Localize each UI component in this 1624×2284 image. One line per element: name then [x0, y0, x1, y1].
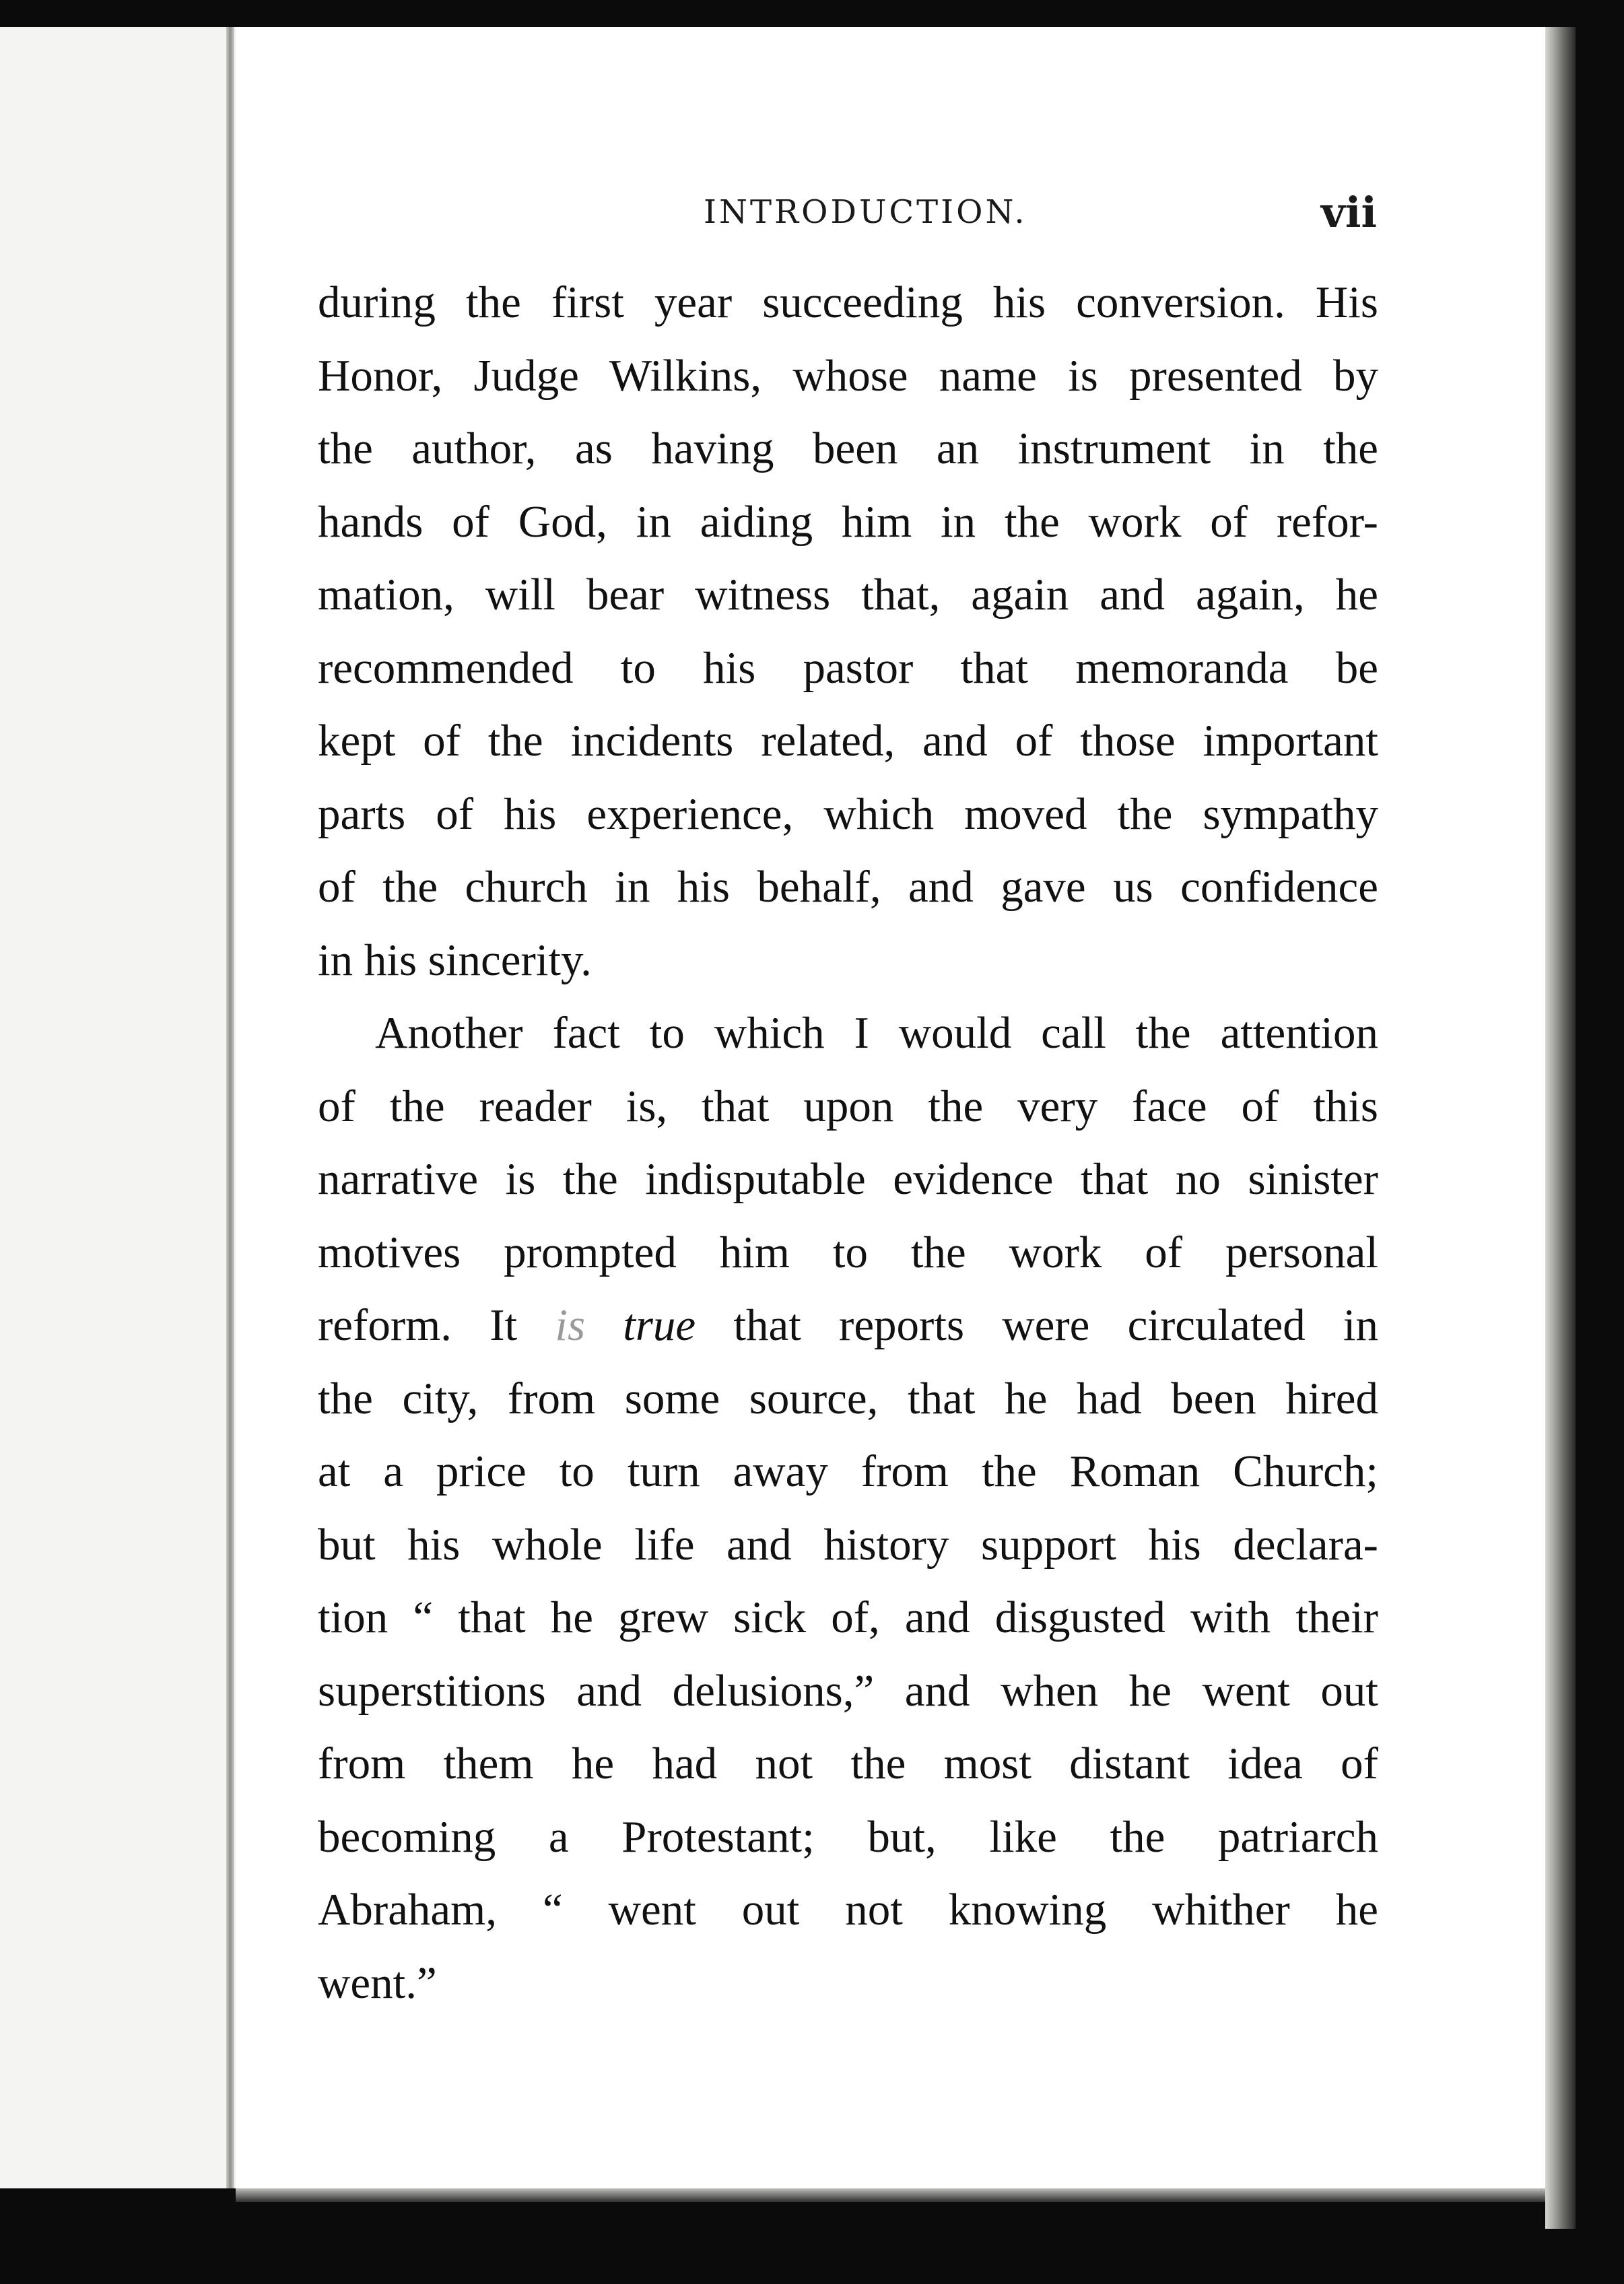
text-line: went.” [318, 1957, 437, 2008]
book-gutter [226, 27, 234, 2188]
paragraph-1 [318, 266, 1378, 997]
text-line: the city, from some source, that he had been hired [318, 1373, 1378, 1423]
text-segment: reform. It [318, 1300, 555, 1350]
text-line: the author, as having been an instrument in the [318, 424, 1378, 473]
text-line: narrative is the indisputable evidence that no sinister [318, 1154, 1378, 1204]
faint-italic-word: is [555, 1300, 586, 1350]
text-line: hands of God, in aiding him in the work of refor- [318, 496, 1378, 547]
text-line: Another fact to which I would call the attention [375, 1008, 1378, 1058]
text-line: recommended to his pastor that memoranda be [318, 642, 1378, 693]
text-line: kept of the incidents related, and of those important [318, 716, 1378, 766]
scan-bottom-border [0, 2229, 1624, 2284]
text-line: from them he had not the most distant idea of [318, 1739, 1378, 1788]
text-line: in his sincerity. [318, 935, 592, 985]
previous-page-fragment [0, 27, 236, 2188]
text-line: at a price to turn away from the Roman Church; [318, 1446, 1378, 1496]
text-line: of the church in his behalf, and gave us confidence [318, 862, 1378, 912]
italic-word: true [585, 1300, 696, 1350]
text-line: motives prompted him to the work of personal [318, 1227, 1378, 1277]
running-head: INTRODUCTION. [704, 193, 1027, 231]
text-line: but his whole life and history support his declara- [318, 1519, 1378, 1570]
page-number: vii [1320, 188, 1377, 237]
text-line: becoming a Protestant; but, like the patriarch [318, 1811, 1378, 1862]
page-edge-shadow [1545, 27, 1576, 2229]
text-line: tion “ that he grew sick of, and disgusted with their [318, 1592, 1378, 1642]
page-bottom-shadow [236, 2188, 1545, 2202]
text-line: Honor, Judge Wilkins, whose name is presented by [318, 350, 1378, 401]
text-line: superstitions and delusions,” and when he went out [318, 1665, 1378, 1716]
paragraph-2 [318, 997, 1378, 2019]
text-line: parts of his experience, which moved the sympathy [318, 788, 1378, 839]
text-line: mation, will bear witness that, again and again, he [318, 570, 1378, 619]
text-line: Abraham, “ went out not knowing whither he [318, 1885, 1378, 1935]
text-line: during the first year succeeding his conversion. His [318, 277, 1378, 327]
text-line: of the reader is, that upon the very face of this [318, 1081, 1378, 1131]
text-segment: that reports were circulated in [696, 1300, 1379, 1350]
body-text [318, 266, 1378, 2019]
page-header [704, 188, 1377, 247]
text-line [318, 1289, 1378, 1362]
